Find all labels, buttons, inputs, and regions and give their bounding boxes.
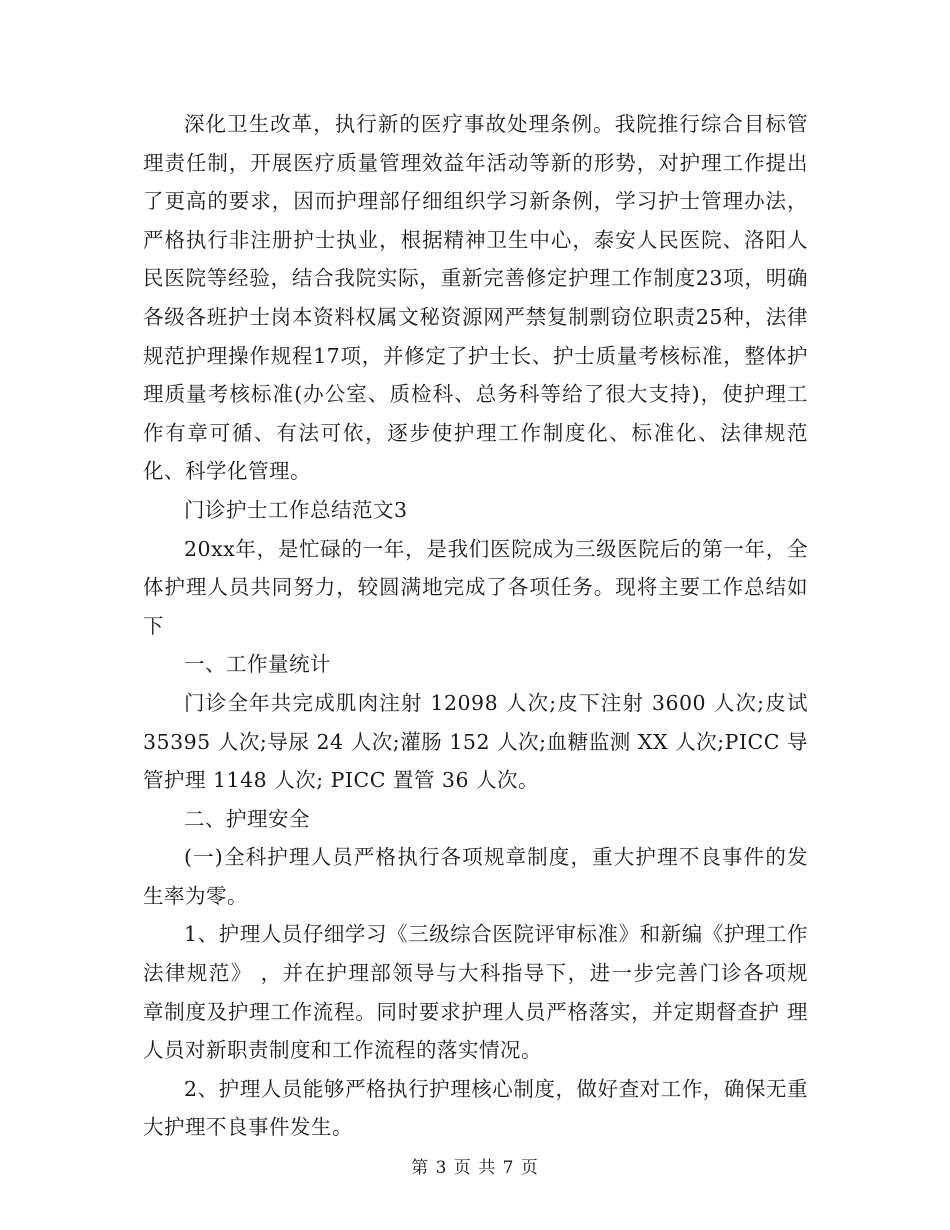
section-title: 门诊护士工作总结范文3 xyxy=(184,497,408,522)
page-number: 第 3 页 共 7 页 xyxy=(411,1158,539,1178)
paragraph-safety-1: (一)全科护理人员严格执行各项规章制度，重大护理不良事件的发生率为零。 xyxy=(143,845,808,908)
paragraph-safety-3: 2、护理人员能够严格执行护理核心制度，做好查对工作，确保无重大护理不良事件发生。 xyxy=(143,1076,808,1140)
paragraph-workload: 门诊全年共完成肌肉注射 12098 人次;皮下注射 3600 人次;皮试 35395 人次;导尿 24 人次;灌肠 152 人次;血糖监测 XX 人次;PICC 导管护理 1148 人次; PICC 置管 36 人次。 xyxy=(143,690,808,793)
paragraph-safety-2: 1、护理人员仔细学习《三级综合医院评审标准》和新编《护理工作法律规范》 ，并在护理部领导与大科指导下，进一步完善门诊各项规 章制度及护理工作流程。同时要求护理人员严格落实，并定期督查护 理人员对新职责制度和工作流程的落实情况。 xyxy=(143,922,808,1063)
heading-workload: 一、工作量统计 xyxy=(184,652,331,677)
paragraph-reform: 深化卫生改革，执行新的医疗事故处理条例。我院推行综合目标管理责任制，开展医疗质量管理效益年活动等新的形势，对护理工作提出了更高的要求，因而护理部仔细组织学习新条例，学习护士管理办法，严格执行非注册护士执业，根据精神卫生中心，泰安人民医院、洛阳人民医院等经验，结合我院实际，重新完善修定护理工作制度23项，明确各级各班护士岗本资料权属文秘资源网严禁复制剽窃位职责25种，法律规范护理操作规程17项，并修定了护士长、护士质量考核标准，整体护理质量考核标准(办公室、质检科、总务科等给了很大支持)，使护理工作有章可循、有法可依，逐步使护理工作制度化、标准化、法律规范化、科学化管理。 xyxy=(143,112,808,484)
document-body xyxy=(143,105,808,1147)
heading-safety: 二、护理安全 xyxy=(184,806,310,831)
paragraph-intro: 20xx年，是忙碌的一年，是我们医院成为三级医院后的第一年，全体护理人员共同努力，较圆满地完成了各项任务。现将主要工作总结如下 xyxy=(143,536,808,638)
